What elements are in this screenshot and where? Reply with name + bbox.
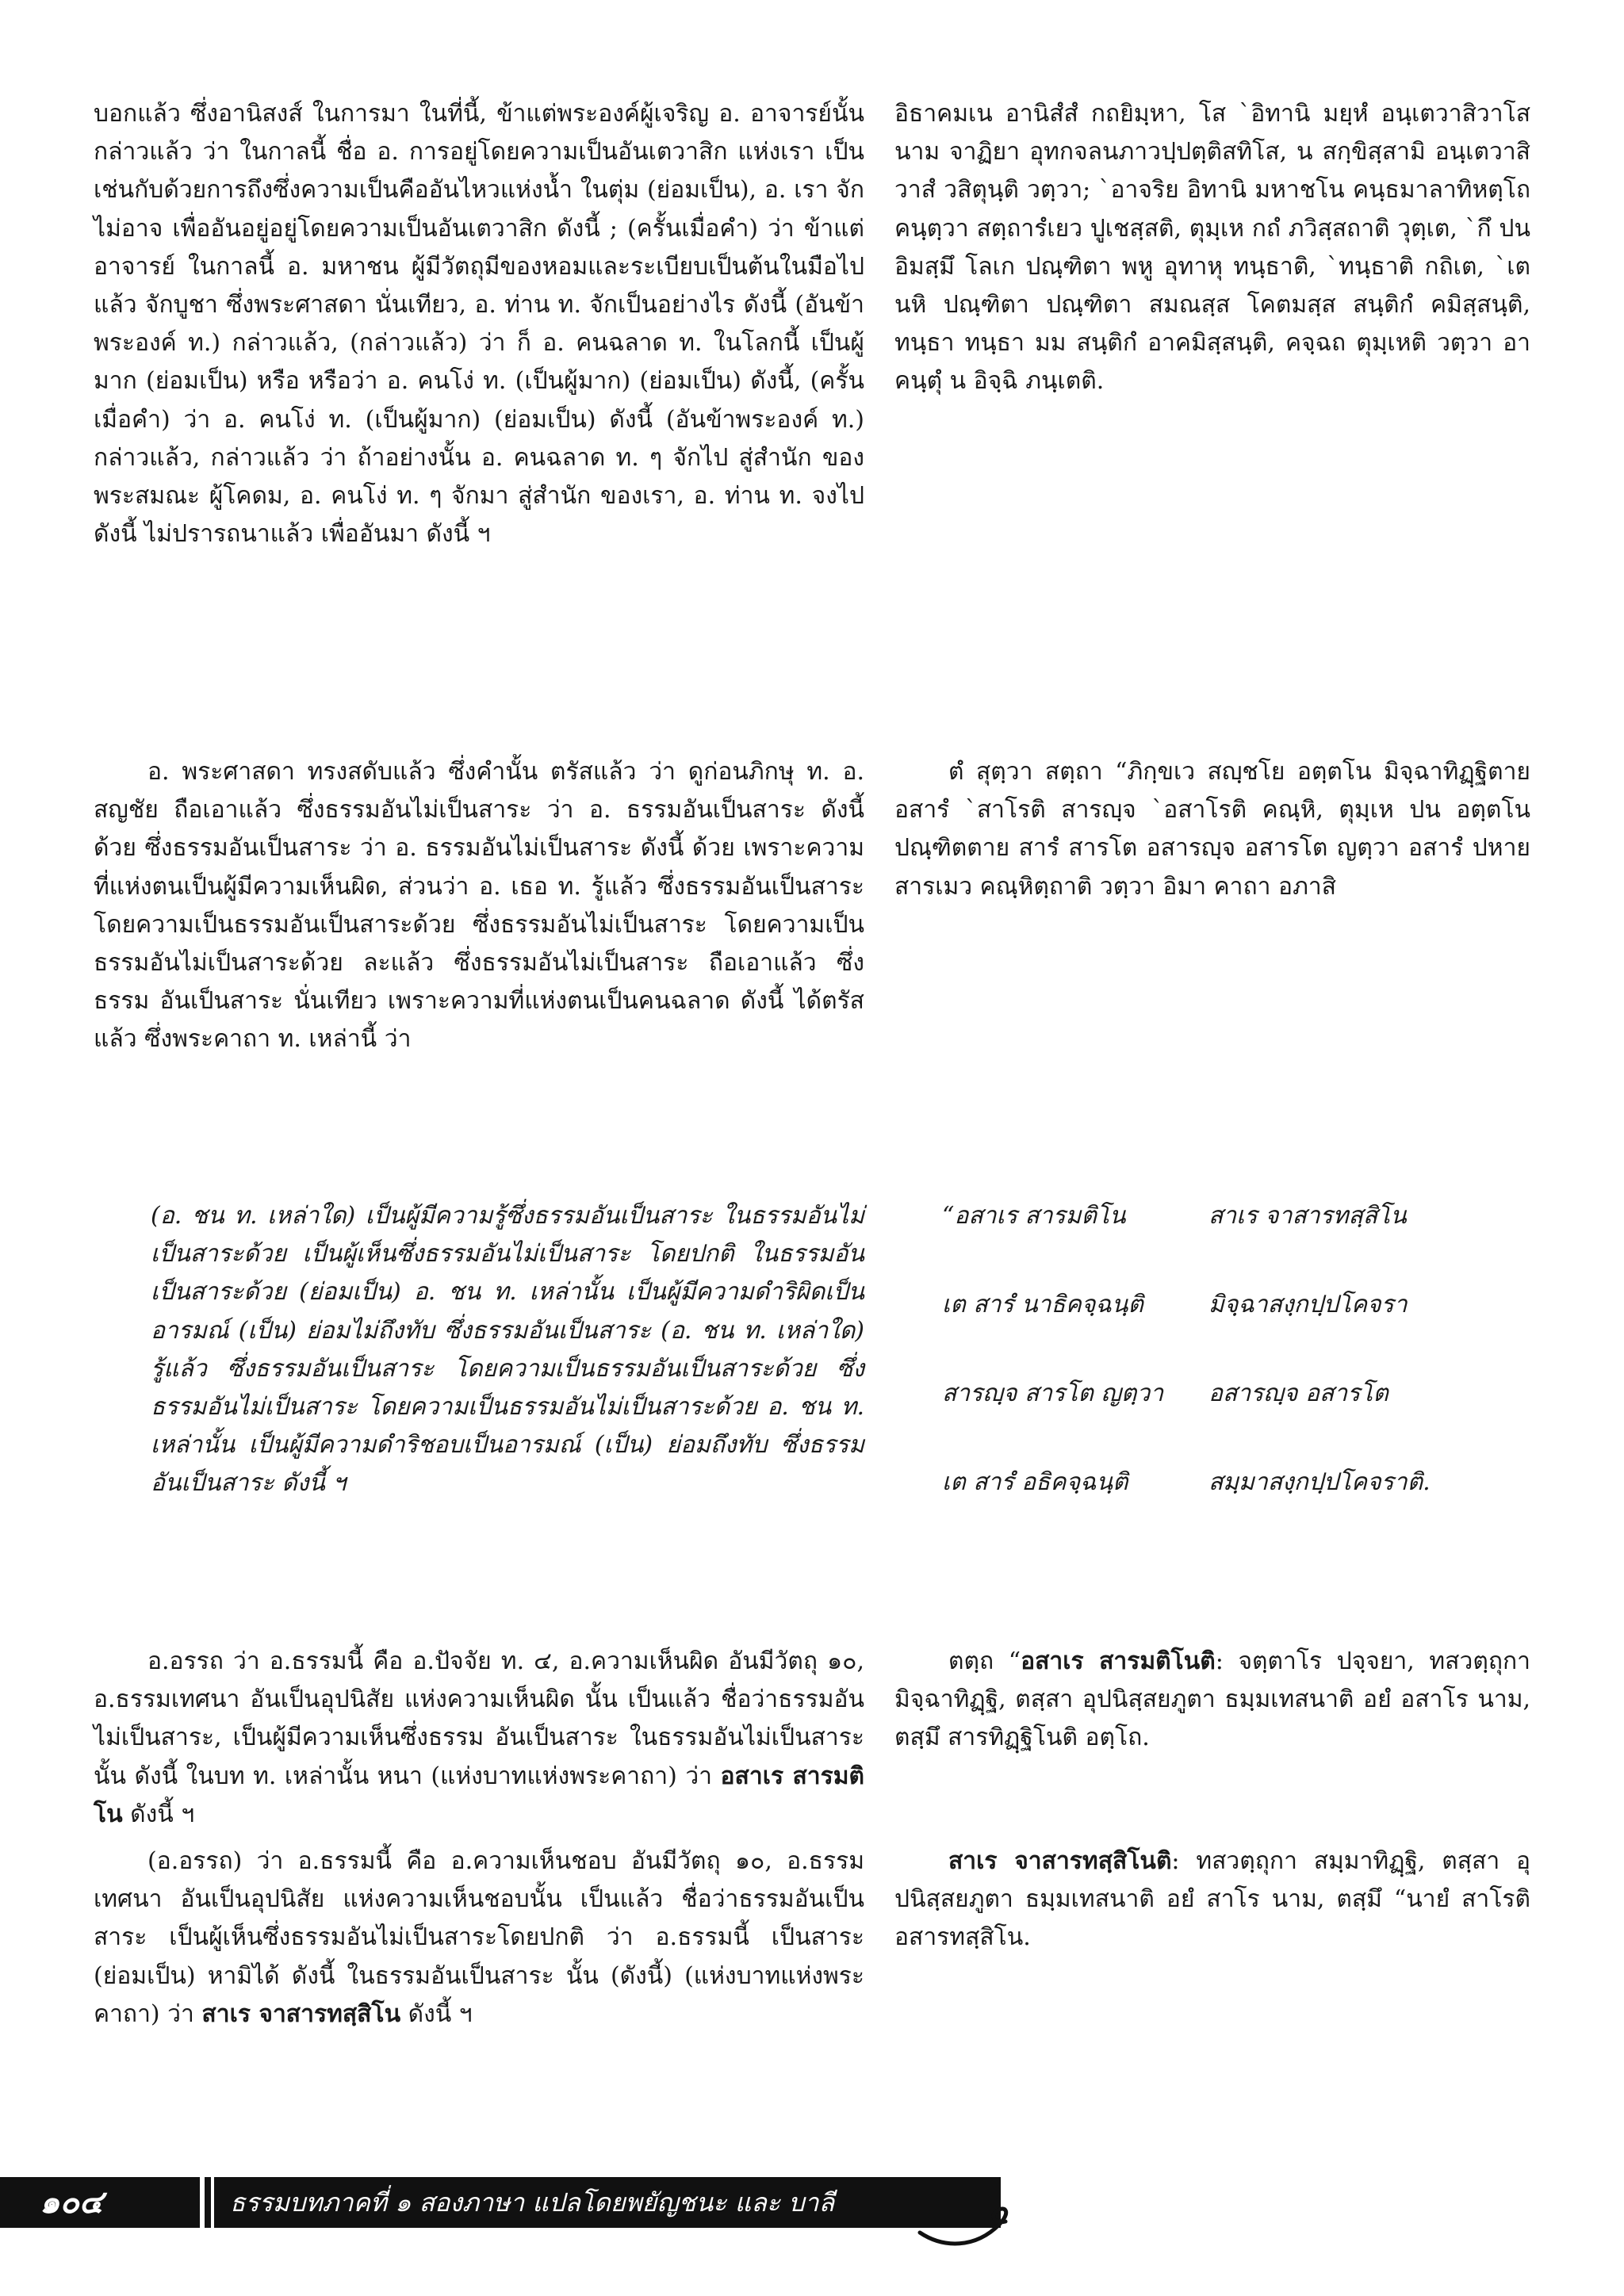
decorative-swirl-icon [912,2201,1071,2256]
gatha-line [942,1375,1553,1414]
left-column-block-5 [94,1843,864,2034]
pali-paragraph-4: ตตฺถ “อสาเร สารมติโนติ: จตฺตาโร ปจฺจยา, ทสวตฺถุกา มิจฺฉาทิฏฺฐิ, ตสฺสา อุปนิสฺสยภูตา ธมฺมเทสนาติ อยํ อสาโร นาม, ตสฺมึ สารทิฏฺฐิโนติ อตฺโถ. [894,1647,1530,1752]
gatha-line [942,1464,1553,1503]
left-column-block-4 [94,1643,864,1834]
footer-divider [200,2177,205,2228]
footer-divider [211,2177,214,2228]
pali-paragraph-1: อิธาคมเน อานิสํสํ กถยิมฺหา, โส `อิทานิ มยฺหํ อนฺเตวาสิวาโส นาม จาฏิยา อุทกจลนภาวปฺปตฺติสทิโส, น สกฺขิสฺสามิ อนฺเตวาสิวาสํ วสิตุนฺติ วตฺวา; `อาจริย อิทานิ มหาชโน คนฺธมาลาทิหตฺโถ คนฺตฺวา สตฺถารํเยว ปูเชสฺสติ, ตุมฺเห กถํ ภวิสฺสถาติ วุตฺเต, `กึ ปน อิมสฺมึ โลเก ปณฺฑิตา พหู อุทาหุ ทนฺธาติ, `ทนฺธาติ กถิเต, `เตนหิ ปณฺฑิตา ปณฺฑิตา สมณสฺส โคตมสฺส สนฺติกํ คมิสฺสนฺติ, ทนฺธา ทนฺธา มม สนฺติกํ อาคมิสฺสนฺติ, คจฺฉถ ตุมฺเหติ วตฺวา อาคนฺตุํ น อิจฺฉิ ภนฺเตติ. [894,100,1530,396]
running-title: ธรรมบทภาคที่ ๑ สองภาษา แปลโดยพยัญชนะ และ บาลี [230,2187,835,2218]
right-column-block-4 [894,1643,1530,1758]
pali-paragraph-5: สาเร จาสารทสฺสิโนติ: ทสวตฺถุกา สมฺมาทิฏฺฐิ, ตสฺสา อุปนิสฺสยภูตา ธมฺมเทสนาติ อยํ สาโร นาม, ตสฺมึ “นายํ สาโรติ อสารทสฺสิโน. [894,1847,1530,1952]
left-column-block-2 [94,753,864,1059]
gatha-half-b: สมฺมาสงฺกปฺปโคจราติ. [1208,1468,1431,1496]
page-footer [0,2163,1624,2296]
thai-paragraph-3: (อ. ชน ท. เหล่าใด) เป็นผู้มีความรู้ซึ่งธรรมอันเป็นสาระ ในธรรมอันไม่เป็นสาระด้วย เป็นผู้เห็นซึ่งธรรมอันไม่เป็นสาระ โดยปกติ ในธรรมอันเป็นสาระด้วย (ย่อมเป็น) อ. ชน ท. เหล่านั้น เป็นผู้มีความดำริผิดเป็นอารมณ์ (เป็น) ย่อมไม่ถึงทับ ซึ่งธรรมอันเป็นสาระ (อ. ชน ท. เหล่าใด) รู้แล้ว ซึ่งธรรมอันเป็นสาระ โดยความเป็นธรรมอันเป็นสาระด้วย ซึ่งธรรมอันไม่เป็นสาระ โดยความเป็นธรรมอันไม่เป็นสาระด้วย อ. ชน ท. เหล่านั้น เป็นผู้มีความดำริชอบเป็นอารมณ์ (เป็น) ย่อมถึงทับ ซึ่งธรรมอันเป็นสาระ ดังนี้ ฯ [151,1202,864,1498]
thai-verse-translation [151,1197,864,1503]
thai-paragraph-2: อ. พระศาสดา ทรงสดับแล้ว ซึ่งคำนั้น ตรัสแล้ว ว่า ดูก่อนภิกษุ ท. อ. สญชัย ถือเอาแล้ว ซึ่งธรรมอันไม่เป็นสาระ ว่า อ. ธรรมอันเป็นสาระ ดังนี้ ด้วย ซึ่งธรรมอันเป็นสาระ ว่า อ. ธรรมอันไม่เป็นสาระ ดังนี้ ด้วย เพราะความที่แห่งตนเป็นผู้มีความเห็นผิด, ส่วนว่า อ. เธอ ท. รู้แล้ว ซึ่งธรรมอันเป็นสาระ โดยความเป็นธรรมอันเป็นสาระด้วย ซึ่งธรรมอันไม่เป็นสาระ โดยความเป็นธรรมอันไม่เป็นสาระด้วย ละแล้ว ซึ่งธรรมอันไม่เป็นสาระ ถือเอาแล้ว ซึ่งธรรม อันเป็นสาระ นั่นเทียว เพราะความที่แห่งตนเป็นคนฉลาด ดังนี้ ได้ตรัสแล้ว ซึ่งพระคาถา ท. เหล่านี้ ว่า [94,758,864,1054]
right-column-block-5 [894,1843,1530,1957]
right-column-block-2 [894,753,1530,906]
thai-paragraph-4: อ.อรรถ ว่า อ.ธรรมนี้ คือ อ.ปัจจัย ท. ๔, อ.ความเห็นผิด อันมีวัตถุ ๑๐, อ.ธรรมเทศนา อันเป็นอุปนิสัย แห่งความเห็นผิด นั้น เป็นแล้ว ชื่อว่าธรรมอันไม่เป็นสาระ, เป็นผู้มีความเห็นซึ่งธรรม อันเป็นสาระ ในธรรมอันไม่เป็นสาระนั้น ดังนี้ ในบท ท. เหล่านั้น หนา (แห่งบาทแห่งพระคาถา) ว่า อสาเร สารมติโน ดังนี้ ฯ [94,1647,865,1828]
page-number: ๑๐๔ [40,2183,104,2221]
gatha-half-a: สารญฺจ สารโต ญตฺวา [942,1380,1164,1407]
left-column [94,95,864,553]
gatha-half-a: เต สารํ อธิคจฺฉนฺติ [942,1468,1128,1496]
gatha-half-b: สาเร จาสารทสฺสิโน [1208,1202,1407,1230]
gatha-line [942,1286,1553,1326]
gatha-half-a: เต สารํ นาธิคจฺฉนฺติ [942,1291,1143,1318]
thai-paragraph-1: บอกแล้ว ซึ่งอานิสงส์ ในการมา ในที่นี้, ข้าแต่พระองค์ผู้เจริญ อ. อาจารย์นั้น กล่าวแล้ว ว่า ในกาลนี้ ชื่อ อ. การอยู่โดยความเป็นอันเตวาสิก แห่งเรา เป็นเช่นกับด้วยการถึงซึ่งความเป็นคืออันไหวแห่งน้ำ ในตุ่ม (ย่อมเป็น), อ. เรา จักไม่อาจ เพื่ออันอยู่อยู่โดยความเป็นอันเตวาสิก ดังนี้ ; (ครั้นเมื่อคำ) ว่า ข้าแต่อาจารย์ ในกาลนี้ อ. มหาชน ผู้มีวัตถุมีของหอมและระเบียบเป็นต้นในมือไปแล้ว จักบูชา ซึ่งพระศาสดา นั่นเทียว, อ. ท่าน ท. จักเป็นอย่างไร ดังนี้ (อันข้าพระองค์ ท.) กล่าวแล้ว, (กล่าวแล้ว) ว่า ก็ อ. คนฉลาด ท. ในโลกนี้ เป็นผู้มาก (ย่อมเป็น) หรือ หรือว่า อ. คนโง่ ท. (เป็นผู้มาก) (ย่อมเป็น) ดังนี้, (ครั้นเมื่อคำ) ว่า อ. คนโง่ ท. (เป็นผู้มาก) (ย่อมเป็น) ดังนี้ (อันข้าพระองค์ ท.) กล่าวแล้ว, กล่าวแล้ว ว่า ถ้าอย่างนั้น อ. คนฉลาด ท. ๆ จักไป สู่สำนัก ของพระสมณะ ผู้โคดม, อ. คนโง่ ท. ๆ จักมา สู่สำนัก ของเรา, อ. ท่าน ท. จงไป ดังนี้ ไม่ปรารถนาแล้ว เพื่ออันมา ดังนี้ ฯ [94,100,864,549]
thai-paragraph-5: (อ.อรรถ) ว่า อ.ธรรมนี้ คือ อ.ความเห็นชอบ อันมีวัตถุ ๑๐, อ.ธรรมเทศนา อันเป็นอุปนิสัย แห่งความเห็นชอบนั้น เป็นแล้ว ชื่อว่าธรรมอันเป็นสาระ เป็นผู้เห็นซึ่งธรรมอันไม่เป็นสาระโดยปกติ ว่า อ.ธรรมนี้ เป็นสาระ (ย่อมเป็น) หามิได้ ดังนี้ ในธรรมอันเป็นสาระ นั้น (ดังนี้) (แห่งบาทแห่งพระคาถา) ว่า สาเร จาสารทสฺสิโน ดังนี้ ฯ [94,1847,864,2028]
right-column [894,95,1530,401]
pali-paragraph-2: ตํ สุตฺวา สตฺถา “ภิกฺขเว สญฺชโย อตฺตโน มิจฺฉาทิฏฺฐิตาย อสารํ `สาโรติ สารญฺจ `อสาโรติ คณฺหิ, ตุมฺเห ปน อตฺตโน ปณฺฑิตตาย สารํ สารโต อสารญฺจ อสารโต ญตฺวา อสารํ ปหาย สารเมว คณฺหิตฺถาติ วตฺวา อิมา คาถา อภาสิ [894,758,1530,901]
gatha-half-a: “อสาเร สารมติโน [942,1202,1126,1230]
gatha-half-b: มิจฺฉาสงฺกปฺปโคจรา [1208,1291,1408,1318]
gatha-half-b: อสารญฺจ อสารโต [1208,1380,1388,1407]
gatha-line [942,1197,1553,1237]
